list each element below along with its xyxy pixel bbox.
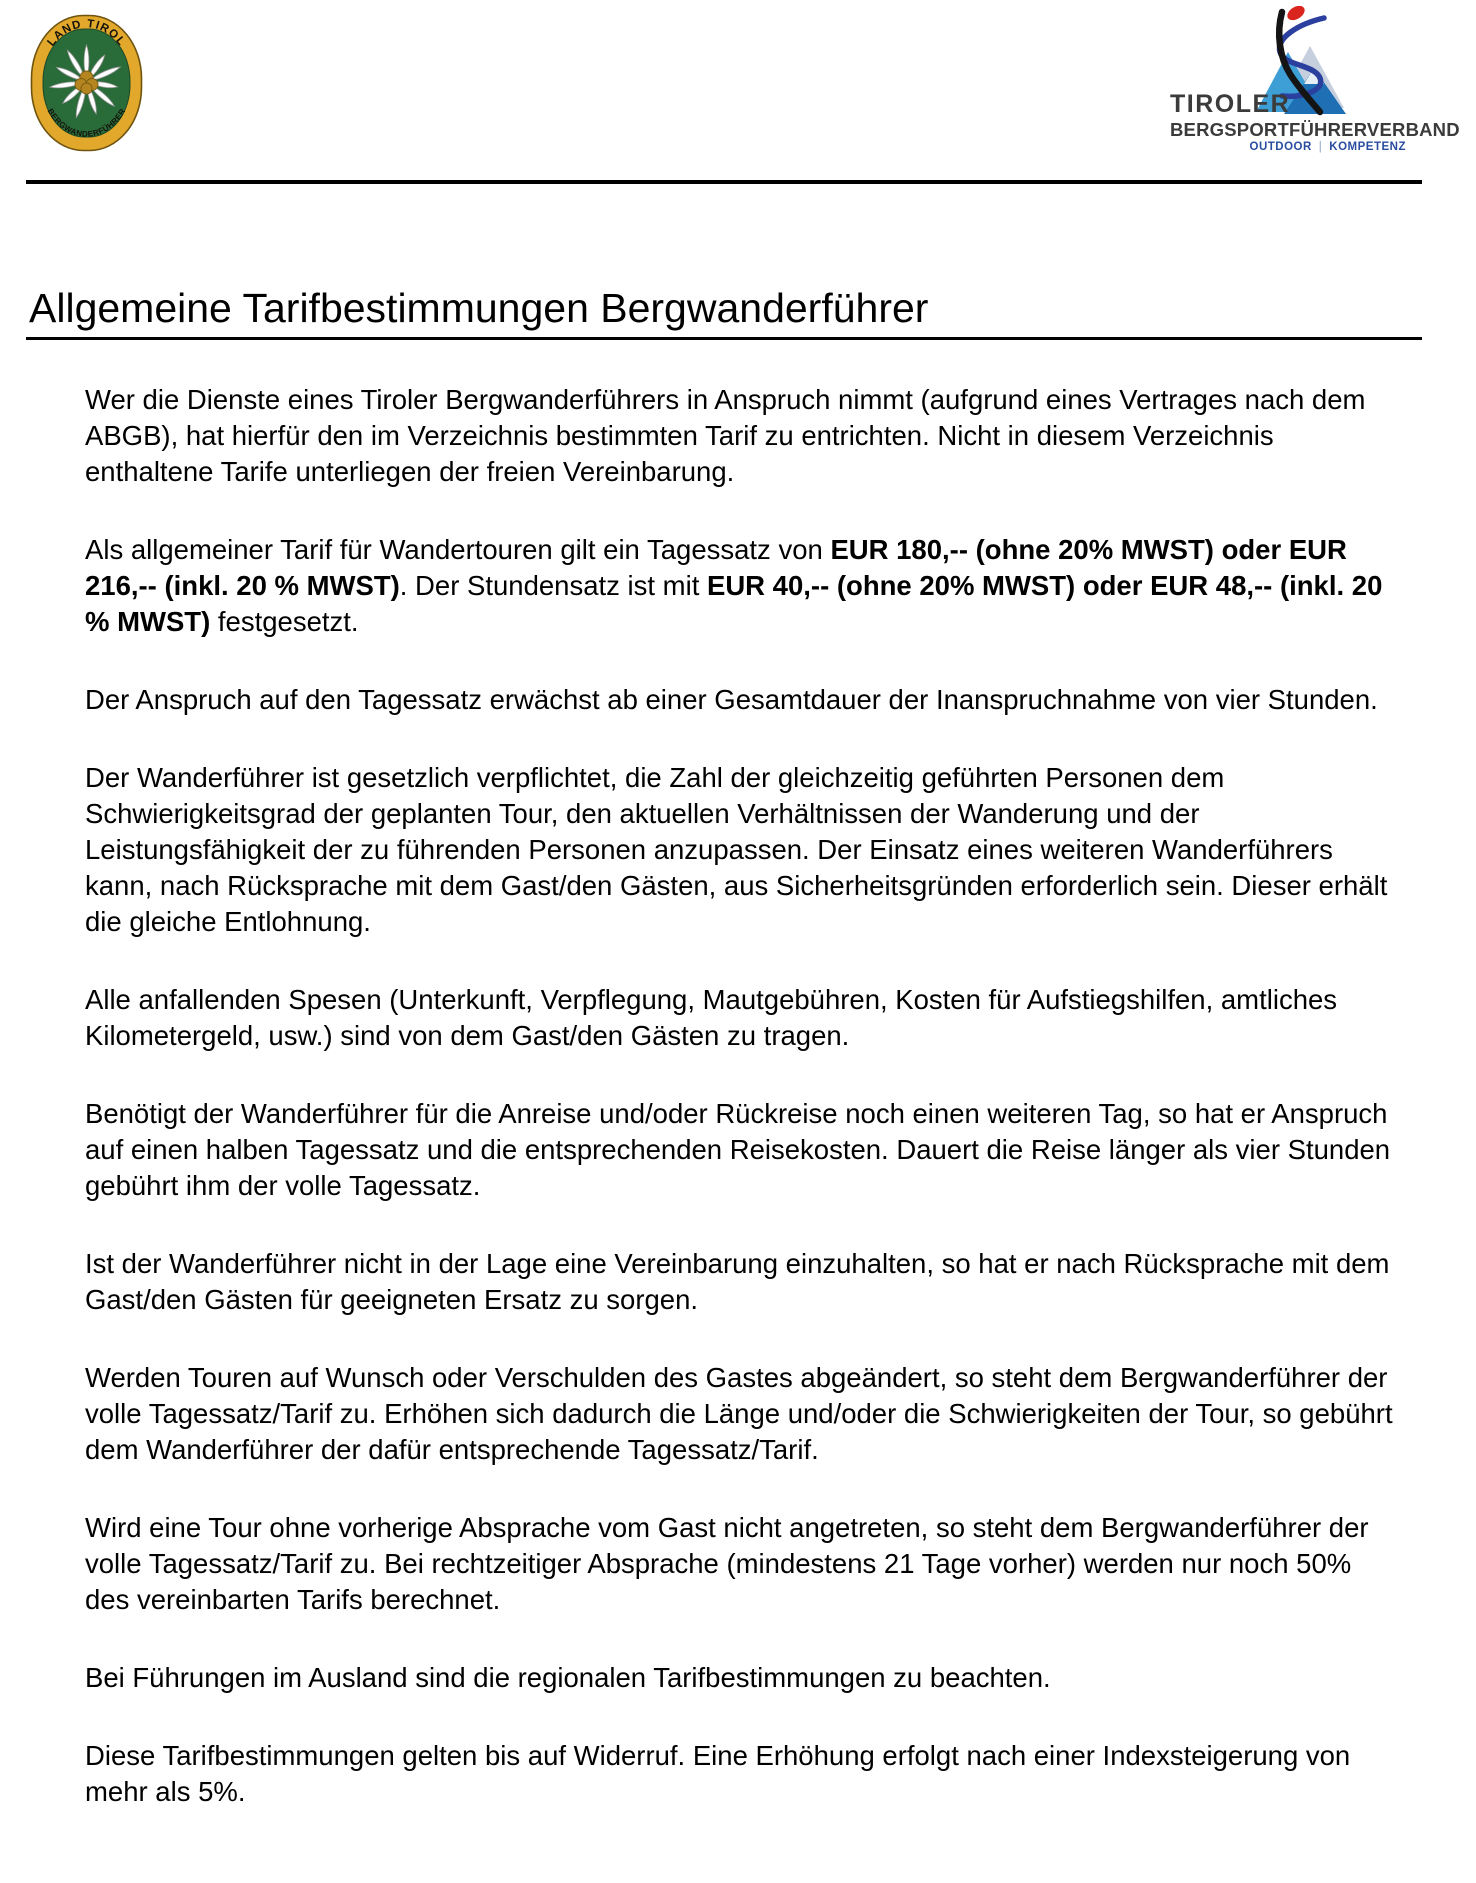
paragraph-travel-days <box>85 1096 1397 1204</box>
land-tirol-bergwanderfuehrer-badge-logo <box>30 14 143 152</box>
paragraph-text: festgesetzt. <box>210 606 359 637</box>
document-body <box>85 382 1397 1852</box>
paragraph-text: Diese Tarifbestimmungen gelten bis auf Widerruf. Eine Erhöhung erfolgt nach einer Indexsteigerung von mehr als 5%. <box>85 1740 1351 1807</box>
tagline-separator: | <box>1318 141 1323 153</box>
paragraph-text: Bei Führungen im Ausland sind die regionalen Tarifbestimmungen zu beachten. <box>85 1662 1051 1693</box>
paragraph-text: Werden Touren auf Wunsch oder Verschulden des Gastes abgeändert, so steht dem Bergwanderführer der volle Tagessatz/Tarif zu. Erhöhen sich dadurch die Länge und/oder die Schwierigkeiten der Tour, so gebührt dem Wanderführer der dafür entsprechende Tagessatz/Tarif. <box>85 1362 1393 1465</box>
tagline-outdoor: OUTDOOR <box>1249 141 1312 153</box>
paragraph-text: Benötigt der Wanderführer für die Anreise und/oder Rückreise noch einen weiteren Tag, so hat er Anspruch auf einen halben Tagessatz und die entsprechenden Reisekosten. Dauert die Reise länger als vier Stunden gebührt ihm der volle Tagessatz. <box>85 1098 1391 1201</box>
paragraph-tour-changes <box>85 1360 1397 1468</box>
paragraph-validity <box>85 1738 1397 1810</box>
logo-wordmark-bergsportfuehrerverband: BERGSPORTFÜHRERVERBAND <box>1170 119 1460 140</box>
paragraph-text: Wer die Dienste eines Tiroler Bergwanderführers in Anspruch nimmt (aufgrund eines Vertrages nach dem ABGB), hat hierfür den im Verzeichnis bestimmten Tarif zu entrichten. Nicht in diesem Verzeichnis enthaltene Tarife unterliegen der freien Vereinbarung. <box>85 384 1366 487</box>
paragraph-text: Als allgemeiner Tarif für Wandertouren gilt ein Tagessatz von <box>85 534 831 565</box>
paragraph-text: Wird eine Tour ohne vorherige Absprache vom Gast nicht angetreten, so steht dem Bergwanderführer der volle Tagessatz/Tarif zu. Bei rechtzeitiger Absprache (mindestens 21 Tage vorher) werden nur noch 50% des vereinbarten Tarifs berechnet. <box>85 1512 1369 1615</box>
paragraph-text: Ist der Wanderführer nicht in der Lage eine Vereinbarung einzuhalten, so hat er nach Rücksprache mit dem Gast/den Gästen für geeigneten Ersatz zu sorgen. <box>85 1248 1390 1315</box>
edelweiss-badge-icon <box>30 14 143 152</box>
badge-bottom-text: BERGWANDERFÜHRER <box>45 106 128 139</box>
paragraph-foreign-tours <box>85 1660 1397 1696</box>
page-title: Allgemeine Tarifbestimmungen Bergwanderführer <box>29 285 929 331</box>
paragraph-tariff-rates <box>85 532 1397 640</box>
tiroler-bergsportfuehrerverband-logo <box>1168 6 1460 156</box>
paragraph-text: Der Wanderführer ist gesetzlich verpflichtet, die Zahl der gleichzeitig geführten Personen dem Schwierigkeitsgrad der geplanten Tour, den aktuellen Verhältnissen der Wanderung und der Leistungsfähigkeit der zu führenden Personen anzupassen. Der Einsatz eines weiteren Wanderführers kann, nach Rücksprache mit dem Gast/den Gästen, aus Sicherheitsgründen erforderlich sein. Dieser erhält die gleiche Entlohnung. <box>85 762 1388 937</box>
tagline-kompetenz: KOMPETENZ <box>1329 141 1406 153</box>
paragraph-text: . Der Stundensatz ist mit <box>399 570 707 601</box>
paragraph-text: Alle anfallenden Spesen (Unterkunft, Verpflegung, Mautgebühren, Kosten für Aufstiegshilfen, amtliches Kilometergeld, usw.) sind von dem Gast/den Gästen zu tragen. <box>85 984 1338 1051</box>
tariff-hour-rate-bold: EUR 40,-- (ohne 20% MWST) oder EUR 48,-- (inkl. 20 % MWST) <box>85 570 1383 637</box>
paragraph-cancellation <box>85 1510 1397 1618</box>
paragraph-replacement-guide <box>85 1246 1397 1318</box>
header-divider-rule <box>26 180 1422 184</box>
title-underline-rule <box>26 337 1422 340</box>
badge-top-text: LAND TIROL <box>45 18 128 49</box>
paragraph-expenses <box>85 982 1397 1054</box>
paragraph-text: Der Anspruch auf den Tagessatz erwächst ab einer Gesamtdauer der Inanspruchnahme von vier Stunden. <box>85 684 1378 715</box>
tariff-day-rate-bold: EUR 180,-- (ohne 20% MWST) oder EUR 216,-- (inkl. 20 % MWST) <box>85 534 1347 601</box>
paragraph-day-rate-minimum <box>85 682 1397 718</box>
logo-wordmark-tiroler: TIROLER <box>1170 90 1291 118</box>
logo-tagline <box>1250 141 1406 153</box>
paragraph-group-size-obligation <box>85 760 1397 940</box>
paragraph-tariff-obligation <box>85 382 1397 490</box>
